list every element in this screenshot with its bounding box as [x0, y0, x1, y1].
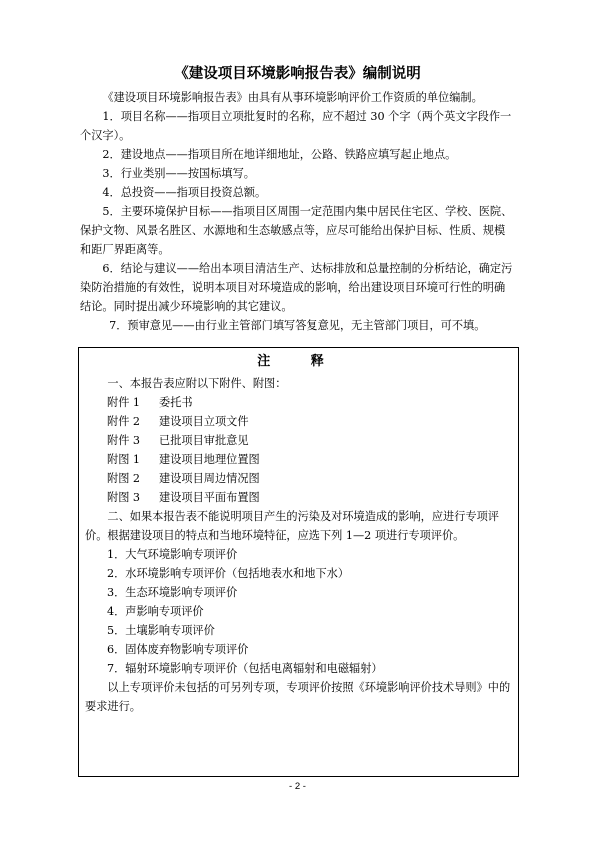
attachment-value: 建设项目地理位置图	[159, 453, 260, 466]
attachment-value: 已批项目审批意见	[159, 434, 249, 447]
instruction-item-industry: 3．行业类别——按国标填写。	[102, 167, 255, 180]
attachment-row	[85, 412, 514, 431]
attachment-value: 委托书	[159, 396, 193, 409]
notes-heading: 注 释	[257, 354, 342, 369]
special-assessment-item: 2．水环境影响专项评价（包括地表水和地下水）	[107, 567, 350, 580]
attachment-row	[85, 393, 514, 412]
special-assessment-item: 7．辐射环境影响专项评价（包括电离辐射和电磁辐射）	[107, 662, 383, 675]
attachment-value: 建设项目立项文件	[159, 415, 249, 428]
special-assessment-item: 6．固体废弃物影响专项评价	[107, 643, 249, 656]
instruction-item-pre-review: 7．预审意见——由行业主管部门填写答复意见，无主管部门项目，可不填。	[109, 319, 486, 332]
compilation-instructions	[80, 88, 515, 335]
attachment-row	[85, 431, 514, 450]
document-title: 《建设项目环境影响报告表》编制说明	[174, 66, 421, 82]
attachment-key: 附图 2	[107, 472, 141, 485]
attachment-value: 建设项目周边情况图	[159, 472, 260, 485]
page-number: - 2 -	[289, 781, 306, 792]
instruction-item-location: 2．建设地点——指项目所在地详细地址，公路、铁路应填写起止地点。	[102, 148, 457, 161]
instruction-item-investment: 4．总投资——指项目投资总额。	[102, 186, 267, 199]
attachment-row	[85, 450, 514, 469]
attachment-key: 附件 1	[107, 396, 141, 409]
notes-box	[78, 347, 519, 777]
attachment-row	[85, 469, 514, 488]
attachment-key: 附图 1	[107, 453, 141, 466]
special-assessment-item: 3．生态环境影响专项评价	[107, 586, 238, 599]
attachment-key: 附图 3	[107, 491, 141, 504]
instruction-item-protection-targets: 5．主要环境保护目标——指项目区周围一定范围内集中居民住宅区、学校、医院、保护文物、风景名胜区、水源地和生态敏感点等，应尽可能给出保护目标、性质、规模和距厂界距离等。	[80, 205, 513, 256]
instruction-item-conclusion: 6．结论与建议——给出本项目清洁生产、达标排放和总量控制的分析结论，确定污染防治措施的有效性，说明本项目对环境造成的影响，给出建设项目环境可行性的明确结论。同时提出减少环境影响的其它建议。	[80, 262, 513, 313]
special-assessment-item: 5．土壤影响专项评价	[107, 624, 215, 637]
attachment-row	[85, 488, 514, 507]
special-assessment-item: 4．声影响专项评价	[107, 605, 204, 618]
notes-section-attachments: 一、本报告表应附以下附件、附图：	[107, 377, 287, 390]
attachment-value: 建设项目平面布置图	[159, 491, 260, 504]
attachment-key: 附件 2	[107, 415, 141, 428]
special-assessment-item: 1．大气环境影响专项评价	[107, 548, 238, 561]
attachment-key: 附件 3	[107, 434, 141, 447]
instruction-item-project-name: 1．项目名称——指项目立项批复时的名称，应不超过 30 个字（两个英文字段作一个汉字）。	[80, 110, 512, 142]
intro-paragraph: 《建设项目环境影响报告表》由具有从事环境影响评价工作资质的单位编制。	[102, 91, 483, 104]
notes-closing: 以上专项评价未包括的可另列专项，专项评价按照《环境影响评价技术导则》中的要求进行。	[85, 681, 511, 713]
notes-section-special-assessment: 二、如果本报告表不能说明项目产生的污染及对环境造成的影响，应进行专项评价。根据建设项目的特点和当地环境特征，应选下列 1—2 项进行专项评价。	[85, 510, 499, 542]
